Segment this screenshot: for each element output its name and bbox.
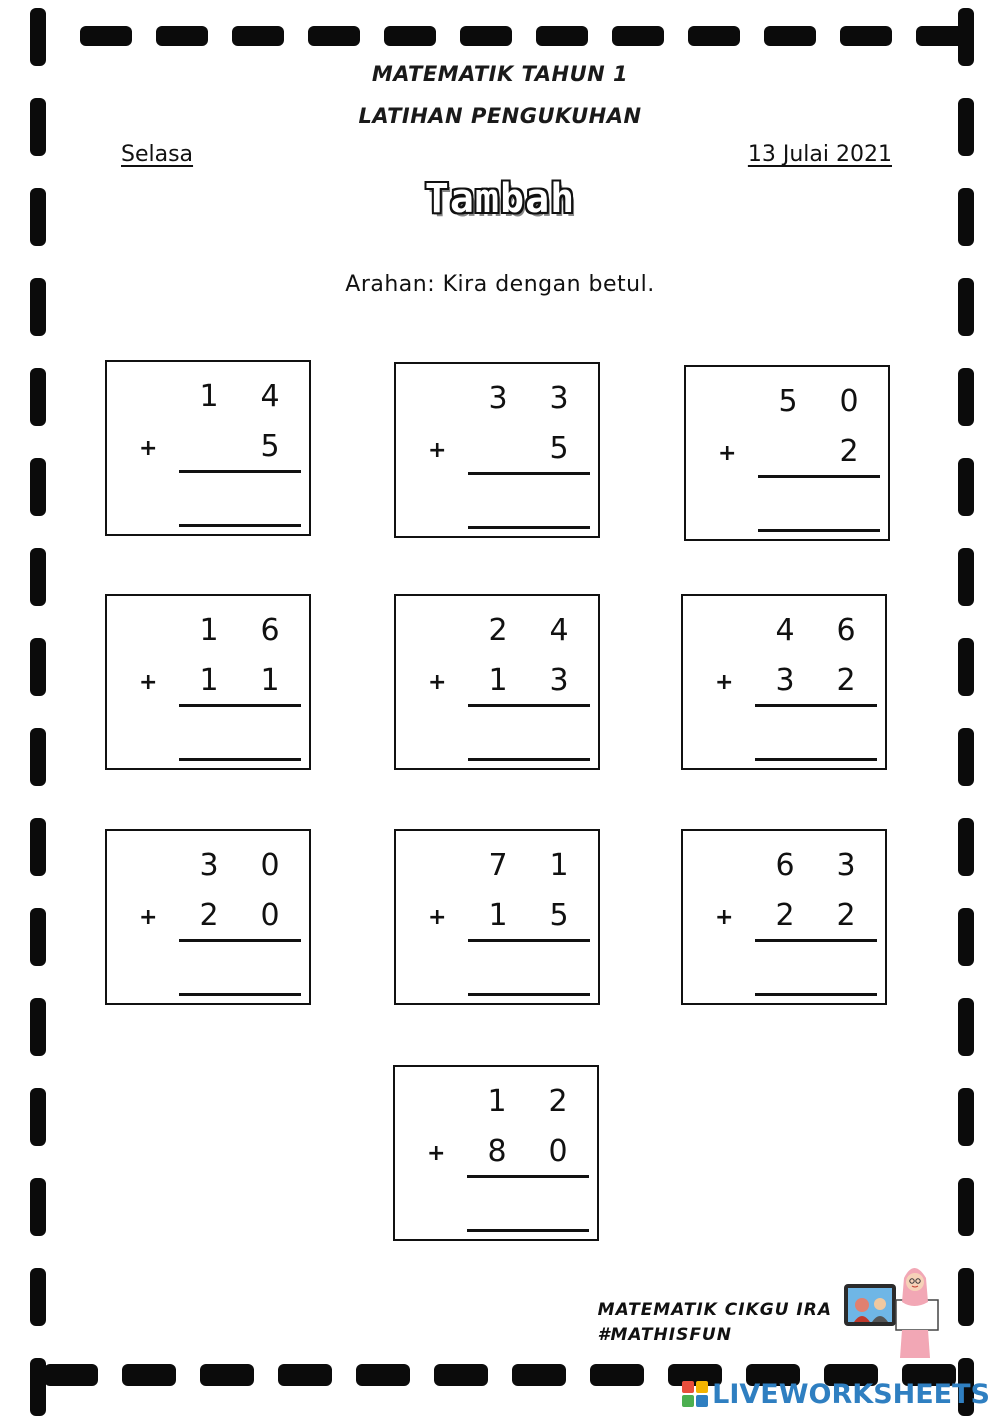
- problem-box: [684, 365, 890, 541]
- addend-1-ones-digit: 0: [839, 384, 859, 419]
- border-dash: [30, 818, 46, 876]
- border-dash: [278, 1364, 332, 1386]
- border-dash: [958, 1268, 974, 1326]
- border-dash: [958, 368, 974, 426]
- addend-2-tens-digit: 1: [199, 663, 219, 698]
- border-dash: [612, 26, 664, 46]
- answer-line[interactable]: [755, 993, 877, 996]
- problem-box: [394, 594, 600, 770]
- sum-line: [755, 704, 877, 707]
- border-dash: [30, 1358, 46, 1416]
- sum-line: [179, 939, 301, 942]
- brand-caption: [598, 1298, 832, 1348]
- addend-1-tens-digit: 1: [199, 613, 219, 648]
- addend-1-ones-digit: 0: [260, 848, 280, 883]
- border-dash: [30, 368, 46, 426]
- plus-sign: +: [139, 670, 158, 695]
- border-dash: [958, 1178, 974, 1236]
- sum-line: [755, 939, 877, 942]
- addend-2-tens-digit: 1: [488, 898, 508, 933]
- addend-2-ones-digit: 2: [836, 663, 856, 698]
- border-dash: [384, 26, 436, 46]
- addend-2-ones-digit: 1: [260, 663, 280, 698]
- problem-box: [394, 829, 600, 1005]
- border-dash: [30, 728, 46, 786]
- border-dash: [30, 1088, 46, 1146]
- addend-1-ones-digit: 4: [260, 379, 280, 414]
- answer-line[interactable]: [468, 758, 590, 761]
- addend-2-ones-digit: 2: [836, 898, 856, 933]
- plus-sign: +: [718, 441, 737, 466]
- answer-line[interactable]: [179, 993, 301, 996]
- addend-2-ones-digit: 0: [260, 898, 280, 933]
- addend-2-tens-digit: 2: [199, 898, 219, 933]
- addend-2-ones-digit: 5: [549, 431, 569, 466]
- addend-1-tens-digit: 4: [775, 613, 795, 648]
- problem-box: [105, 360, 311, 536]
- addend-1-tens-digit: 6: [775, 848, 795, 883]
- answer-line[interactable]: [468, 526, 590, 529]
- addend-2-tens-digit: 3: [775, 663, 795, 698]
- sum-line: [468, 472, 590, 475]
- addend-2-tens-digit: 8: [487, 1134, 507, 1169]
- addend-1-tens-digit: 5: [778, 384, 798, 419]
- plus-sign: +: [715, 905, 734, 930]
- addend-2-ones-digit: 0: [548, 1134, 568, 1169]
- addend-1-tens-digit: 1: [199, 379, 219, 414]
- answer-line[interactable]: [179, 758, 301, 761]
- problem-box: [394, 362, 600, 538]
- plus-sign: +: [427, 1141, 446, 1166]
- addend-1-ones-digit: 2: [548, 1084, 568, 1119]
- addend-1-ones-digit: 3: [549, 381, 569, 416]
- addend-2-ones-digit: 5: [260, 429, 280, 464]
- border-dash: [840, 26, 892, 46]
- instruction-text: Arahan: Kira dengan betul.: [345, 272, 655, 297]
- addend-2-ones-digit: 3: [549, 663, 569, 698]
- border-dash: [958, 8, 974, 66]
- border-dash: [958, 548, 974, 606]
- date-label: 13 Julai 2021: [747, 142, 892, 167]
- border-dash: [590, 1364, 644, 1386]
- sum-line: [179, 470, 301, 473]
- addend-1-ones-digit: 1: [549, 848, 569, 883]
- sum-line: [758, 475, 880, 478]
- border-dash: [308, 26, 360, 46]
- problem-box: [393, 1065, 599, 1241]
- addend-2-tens-digit: 1: [488, 663, 508, 698]
- addend-1-tens-digit: 1: [487, 1084, 507, 1119]
- teacher-avatar-icon: [842, 1258, 942, 1362]
- addend-2-ones-digit: 5: [549, 898, 569, 933]
- border-dash: [30, 548, 46, 606]
- problem-box: [681, 829, 887, 1005]
- border-dash: [356, 1364, 410, 1386]
- addend-1-tens-digit: 3: [488, 381, 508, 416]
- border-dash: [958, 638, 974, 696]
- addend-1-ones-digit: 3: [836, 848, 856, 883]
- border-dash: [200, 1364, 254, 1386]
- border-dash: [434, 1364, 488, 1386]
- addend-1-ones-digit: 6: [260, 613, 280, 648]
- plus-sign: +: [428, 670, 447, 695]
- answer-line[interactable]: [179, 524, 301, 527]
- border-dash: [958, 728, 974, 786]
- border-dash: [958, 908, 974, 966]
- border-dash: [460, 26, 512, 46]
- addend-1-tens-digit: 3: [199, 848, 219, 883]
- border-dash: [536, 26, 588, 46]
- plus-sign: +: [139, 436, 158, 461]
- brand-line-2: #MATHISFUN: [597, 1325, 732, 1345]
- plus-sign: +: [715, 670, 734, 695]
- problem-box: [105, 829, 311, 1005]
- border-dash: [958, 998, 974, 1056]
- border-dash: [512, 1364, 566, 1386]
- answer-line[interactable]: [755, 758, 877, 761]
- border-dash: [30, 458, 46, 516]
- brand-line-1: MATEMATIK CIKGU IRA: [597, 1300, 832, 1320]
- border-dash: [764, 26, 816, 46]
- border-dash: [232, 26, 284, 46]
- plus-sign: +: [139, 905, 158, 930]
- answer-line[interactable]: [467, 1229, 589, 1232]
- problem-box: [681, 594, 887, 770]
- answer-line[interactable]: [758, 529, 880, 532]
- border-dash: [30, 998, 46, 1056]
- page-title: Tambah: [424, 176, 576, 222]
- worksheet-type: LATIHAN PENGUKUHAN: [358, 104, 642, 128]
- worksheet-subject: MATEMATIK TAHUN 1: [371, 62, 629, 86]
- sum-line: [179, 704, 301, 707]
- border-dash: [30, 1178, 46, 1236]
- border-dash: [958, 818, 974, 876]
- sum-line: [468, 704, 590, 707]
- day-label: Selasa: [121, 142, 194, 167]
- border-dash: [122, 1364, 176, 1386]
- addend-2-tens-digit: 2: [775, 898, 795, 933]
- border-dash: [30, 1268, 46, 1326]
- liveworksheets-logo-text: LIVEWORKSHEETS: [712, 1378, 990, 1410]
- answer-line[interactable]: [468, 993, 590, 996]
- problem-box: [105, 594, 311, 770]
- border-dash: [80, 26, 132, 46]
- addend-2-ones-digit: 2: [839, 434, 859, 469]
- addend-1-tens-digit: 2: [488, 613, 508, 648]
- border-dash: [44, 1364, 98, 1386]
- liveworksheets-logo-icon: [682, 1381, 708, 1407]
- border-dash: [30, 8, 46, 66]
- border-dash: [30, 908, 46, 966]
- plus-sign: +: [428, 905, 447, 930]
- sum-line: [467, 1175, 589, 1178]
- addend-1-ones-digit: 4: [549, 613, 569, 648]
- border-dash: [30, 638, 46, 696]
- addend-1-ones-digit: 6: [836, 613, 856, 648]
- border-dash: [958, 1088, 974, 1146]
- border-dash: [688, 26, 740, 46]
- liveworksheets-logo: [682, 1376, 990, 1412]
- sum-line: [468, 939, 590, 942]
- addend-1-tens-digit: 7: [488, 848, 508, 883]
- border-dash: [958, 458, 974, 516]
- plus-sign: +: [428, 438, 447, 463]
- border-dash: [156, 26, 208, 46]
